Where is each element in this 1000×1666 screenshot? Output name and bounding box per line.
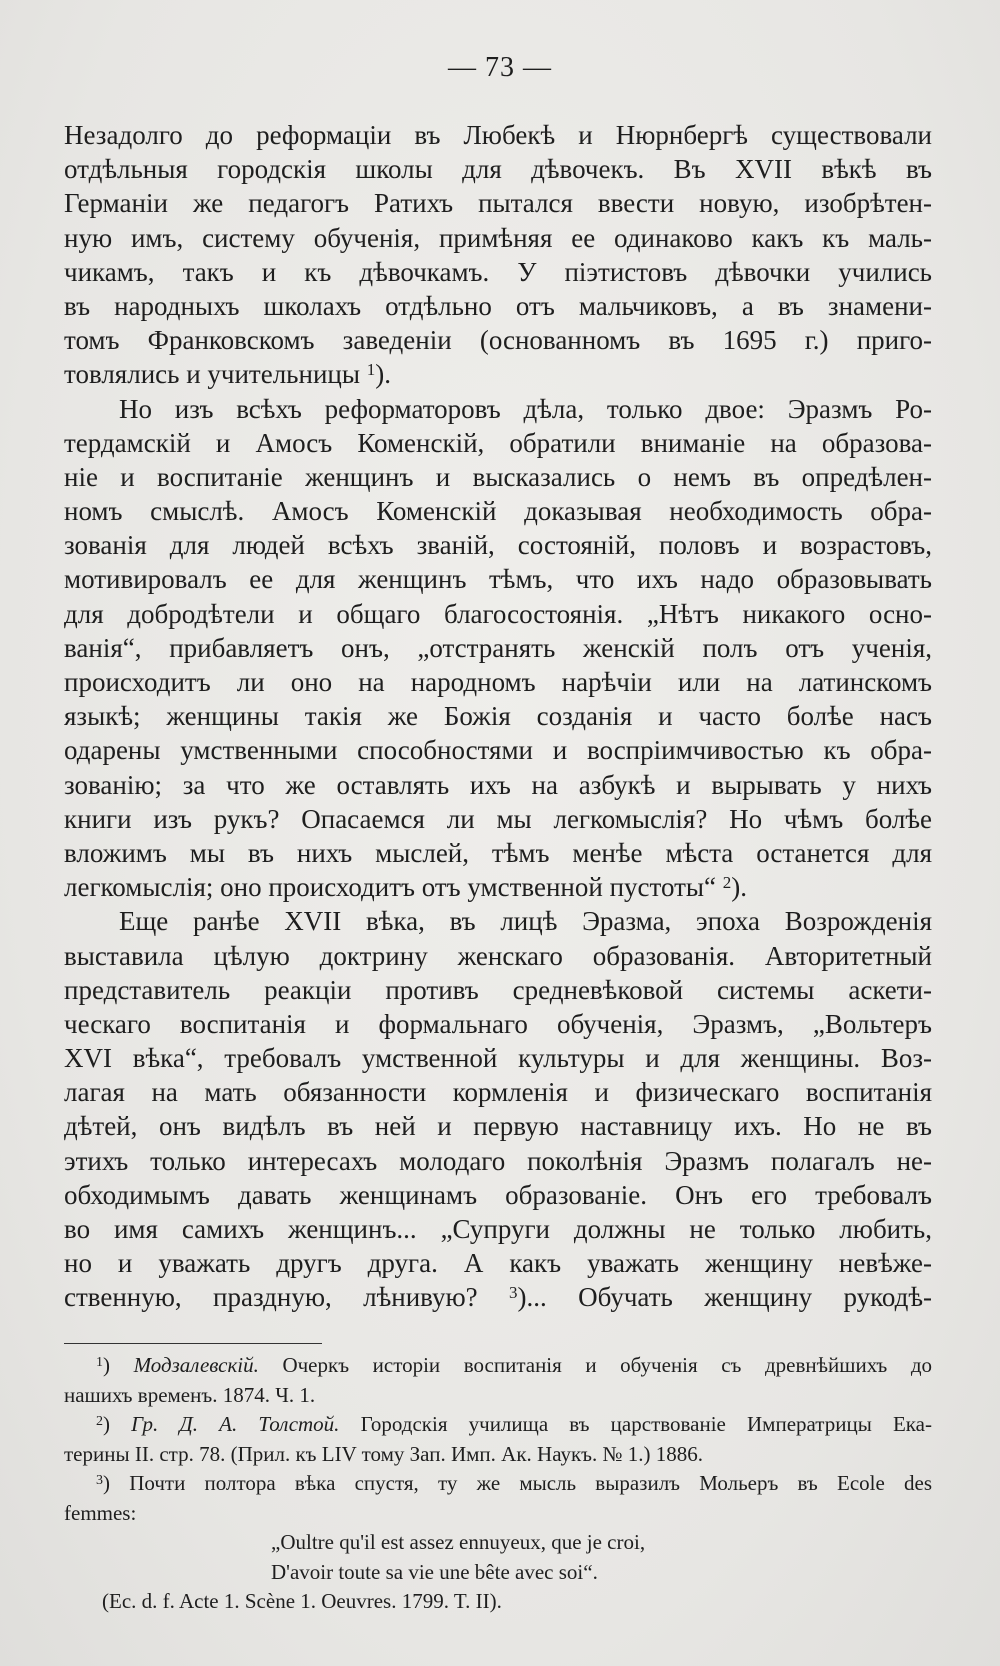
text-line: для добродѣтели и общаго благосостоянія. „Нѣтъ никакого осно- bbox=[64, 598, 932, 629]
footnote-mark: 3 bbox=[96, 1473, 103, 1488]
page-number: — 73 — bbox=[448, 52, 552, 83]
text-line: ванія“, прибавляетъ онъ, „отстранять женскій полъ отъ ученія, bbox=[64, 632, 932, 663]
footnote-author: Гр. Д. А. Толстой. bbox=[131, 1412, 340, 1436]
text-line: этихъ только интересахъ молодаго поколѣнія Эразмъ полагалъ не- bbox=[64, 1145, 932, 1176]
text-line: ную имъ, систему обученія, примѣняя ее одинаково какъ къ маль- bbox=[64, 222, 932, 253]
paragraph-2 bbox=[64, 392, 932, 905]
footnote-text: Городскія училища въ царствованіе Императрицы Ека- bbox=[360, 1412, 932, 1436]
footnote-3: $^3$) Почти полтора вѣка спустя, ту же мысль выразилъ Мольеръ въ Ecole des bbox=[96, 1471, 932, 1495]
footnote-1: $^1$) Модзалевскій. Очеркъ исторіи воспитанія и обученія съ древнѣйшихъ до bbox=[96, 1353, 933, 1377]
footnote-mark: 1 bbox=[96, 1355, 103, 1370]
verse-line: „Oultre qu'il est assez ennuyeux, que je croi, bbox=[271, 1530, 646, 1554]
footnote-line: терины II. стр. 78. (Прил. къ LIV тому Зап. Имп. Ак. Наукъ. № 1.) 1886. bbox=[64, 1441, 704, 1466]
text-line: языкѣ; женщины такія же Божія созданія и часто болѣе насъ bbox=[64, 701, 932, 732]
text-line: Но изъ всѣхъ реформаторовъ дѣла, только двое: Эразмъ Ро- bbox=[119, 393, 932, 424]
footnote-text: Очеркъ исторіи воспитанія и обученія съ древнѣйшихъ до bbox=[282, 1353, 933, 1377]
text-line: ніе и воспитаніе женщинъ и высказались о немъ въ опредѣлен- bbox=[64, 461, 932, 492]
text-line: Германіи же педагогъ Ратихъ пытался ввести новую, изобрѣтен- bbox=[64, 188, 932, 219]
text-fragment: )... Обучать женщину рукодѣ- bbox=[517, 1282, 932, 1313]
text-line: одарены умственными способностями и воспріимчивостью къ обра- bbox=[64, 735, 932, 766]
text-line bbox=[64, 870, 932, 904]
footnote-ref-3: 3 bbox=[509, 1283, 518, 1303]
text-fragment: ). bbox=[375, 359, 391, 390]
text-fragment: ственную, праздную, лѣнивую? bbox=[64, 1282, 478, 1313]
text-line: лагая на мать обязанности кормленія и физическаго воспитанія bbox=[64, 1077, 932, 1108]
text-line: обходимымъ давать женщинамъ образованіе. Онъ его требовалъ bbox=[64, 1179, 932, 1210]
main-text bbox=[64, 118, 932, 1315]
text-line: номъ смыслѣ. Амосъ Коменскій доказывая необходимость обра- bbox=[64, 496, 932, 527]
text-fragment: легкомыслія; оно происходитъ отъ умственной пустоты“ bbox=[64, 872, 717, 903]
text-line bbox=[64, 1280, 932, 1314]
text-line: XVI вѣка“, требовалъ умственной культуры и для женщины. Воз- bbox=[64, 1043, 932, 1074]
text-line: дѣтей, онъ видѣлъ въ ней и первую наставницу ихъ. Но не въ bbox=[64, 1111, 932, 1142]
footnote-text: Почти полтора вѣка спустя, ту же мысль выразилъ Мольеръ въ Ecole des bbox=[129, 1471, 932, 1495]
text-line: зованія для людей всѣхъ званій, состояній, половъ и возрастовъ, bbox=[64, 530, 932, 561]
text-line: отдѣльныя городскія школы для дѣвочекъ. Въ XVII вѣкѣ въ bbox=[64, 154, 932, 185]
footnote-ref-2: 2 bbox=[722, 873, 732, 893]
text-fragment: товлялись и учительницы bbox=[64, 359, 360, 390]
text-line: происходитъ ли оно на народномъ нарѣчіи или на латинскомъ bbox=[64, 667, 932, 697]
text-line: представитель реакціи противъ средневѣковой системы аскети- bbox=[64, 974, 932, 1005]
text-line: вложимъ мы въ нихъ мыслей, тѣмъ менѣе мѣста останется для bbox=[64, 837, 932, 868]
footnote-2: $^2$) Гр. Д. А. Толстой. Городскія училища въ царствованіе Императрицы Ека- bbox=[96, 1412, 932, 1436]
text-line: томъ Франковскомъ заведеніи (основанномъ въ 1695 г.) приго- bbox=[64, 325, 932, 356]
text-line: въ народныхъ школахъ отдѣльно отъ мальчиковъ, а въ знамени- bbox=[64, 290, 932, 321]
citation-line: (Ec. d. f. Acte 1. Scène 1. Oeuvres. 1799. T. II). bbox=[102, 1589, 502, 1613]
text-fragment: ). bbox=[731, 872, 748, 903]
text-line: книги изъ рукъ? Опасаемся ли мы легкомыслія? Но чѣмъ болѣе bbox=[64, 803, 932, 834]
text-line: мотивировалъ ее для женщинъ тѣмъ, что ихъ надо образовывать bbox=[64, 564, 932, 595]
text-line: но и уважать другъ друга. А какъ уважать женщину невѣже- bbox=[64, 1248, 932, 1279]
paragraph-3 bbox=[64, 904, 932, 1314]
text-line: ческаго воспитанія и формальнаго обученія, Эразмъ, „Вольтеръ bbox=[64, 1008, 932, 1039]
text-line: во имя самихъ женщинъ... „Супруги должны не только любить, bbox=[64, 1214, 932, 1244]
footnote-line: femmes: bbox=[64, 1500, 137, 1525]
paragraph-1 bbox=[64, 118, 932, 392]
footnote-divider bbox=[64, 1343, 322, 1344]
text-line bbox=[64, 357, 932, 391]
footnote-line: нашихъ временъ. 1874. Ч. 1. bbox=[64, 1382, 316, 1407]
footnote-ref-1: 1 bbox=[366, 360, 376, 380]
text-line: тердамскій и Амосъ Коменскій, обратили вниманіе на образова- bbox=[64, 427, 932, 458]
footnote-author: Модзалевскій. bbox=[133, 1353, 259, 1377]
text-line: чикамъ, такъ и къ дѣвочкамъ. У піэтистовъ дѣвочки учились bbox=[64, 256, 932, 287]
text-line: зованію; за что же оставлять ихъ на азбукѣ и вырывать у нихъ bbox=[64, 769, 932, 800]
text-line: Незадолго до реформаціи въ Любекѣ и Нюрнбергѣ существовали bbox=[64, 120, 932, 150]
text-line: Еще ранѣе XVII вѣка, въ лицѣ Эразма, эпоха Возрожденія bbox=[119, 906, 932, 937]
text-line: выставила цѣлую доктрину женскаго образованія. Авторитетный bbox=[64, 940, 932, 971]
verse-line: D'avoir toute sa vie une bête avec soi“. bbox=[271, 1559, 598, 1584]
footnotes bbox=[64, 1351, 932, 1617]
footnote-mark: 2 bbox=[96, 1414, 103, 1429]
